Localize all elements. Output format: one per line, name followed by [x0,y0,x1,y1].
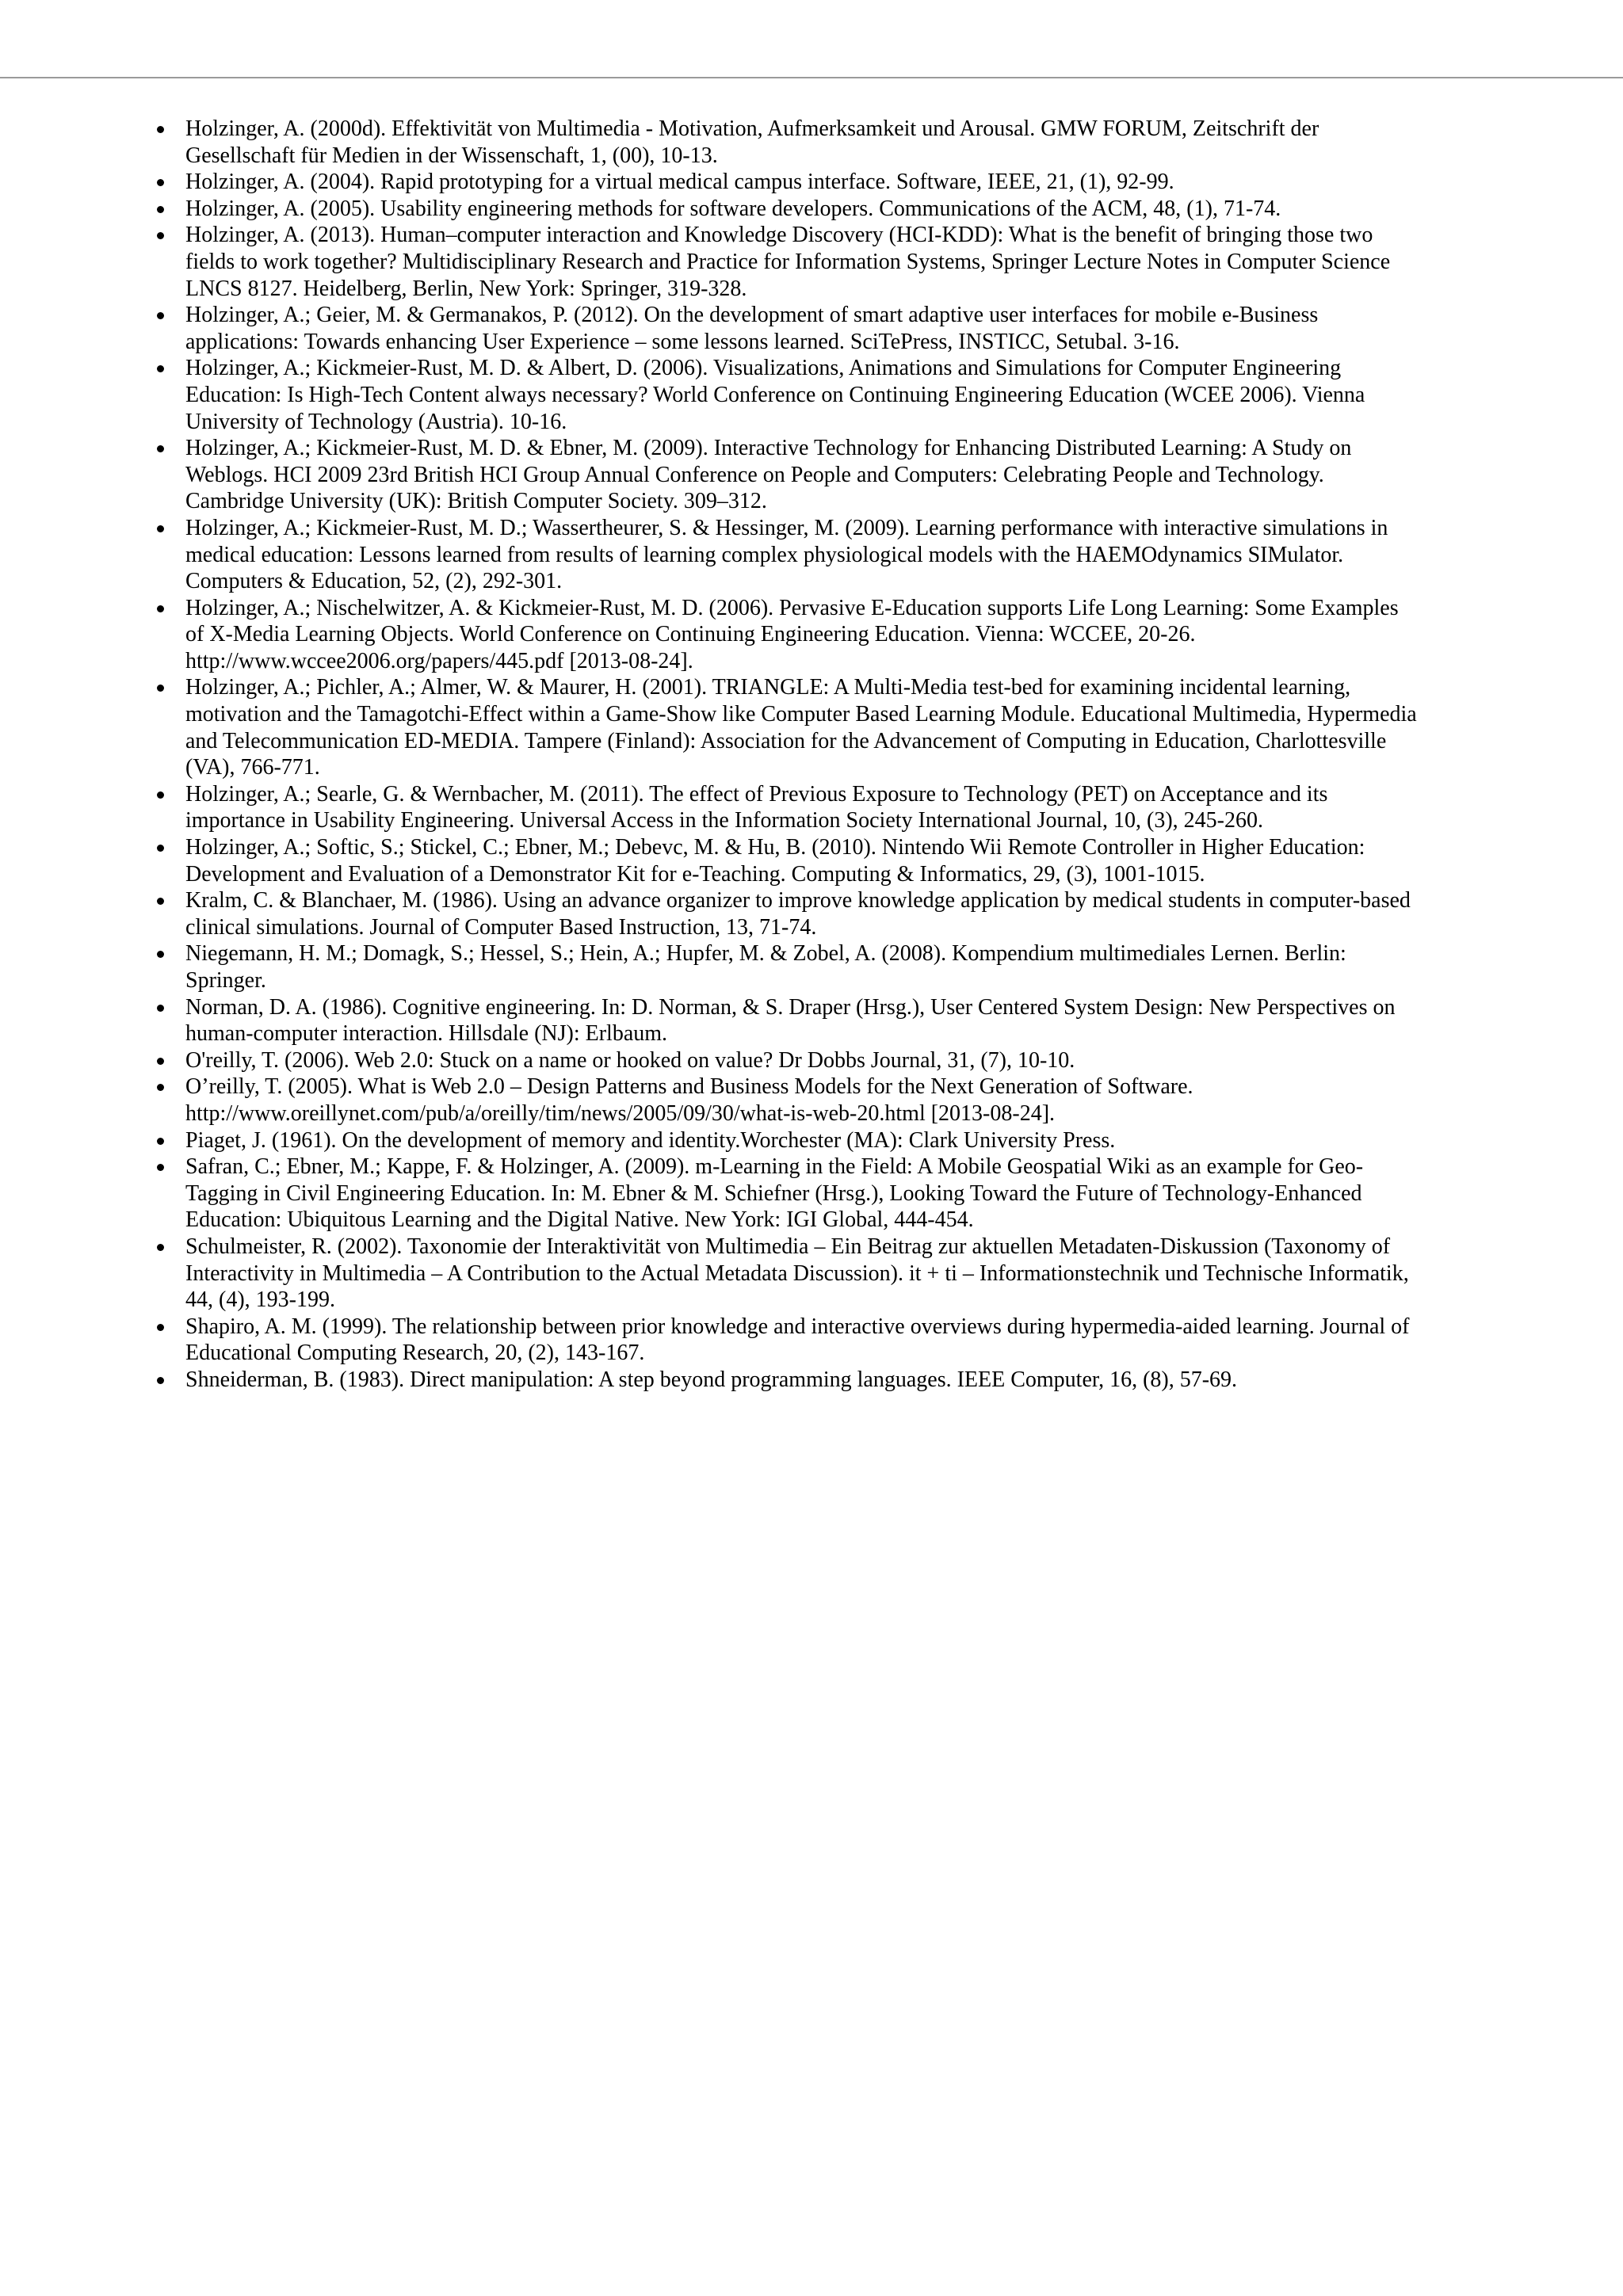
bullet-icon [157,1324,164,1331]
reference-text: Holzinger, A.; Pichler, A.; Almer, W. & Maurer, H. (2001). TRIANGLE: A Multi-Media test-bed for examining incidental learning, motivation and the Tamagotchi-Effect within a Game-Show like Computer Based Learning Module. Educational Multimedia, Hypermedia and Telecommunication ED-MEDIA. Tampere (Finland): Association for the Advancement of Computing in Education, Charlottesville (VA), 766-771. [185,675,1417,780]
reference-text: Holzinger, A.; Kickmeier-Rust, M. D.; Wassertheurer, S. & Hessinger, M. (2009). Learning performance with interactive simulations in medical education: Lessons learned from results of learning complex physiological models with the HAEMOdynamics SIMulator. Computers & Education, 52, (2), 292-301. [185,515,1388,594]
bullet-icon [157,365,164,372]
reference-text: Norman, D. A. (1986). Cognitive engineering. In: D. Norman, & S. Draper (Hrsg.), User Centered System Design: New Perspectives on human-computer interaction. Hillsdale (NJ): Erlbaum. [185,994,1396,1047]
reference-text: Schulmeister, R. (2002). Taxonomie der Interaktivität von Multimedia – Ein Beitrag zur aktuellen Metadaten-Diskussion (Taxonomy of Interactivity in Multimedia – A Contribution to the Actual Metadata Discussion). it + ti – Informationstechnik und Technische Informatik, 44, (4), 193-199. [185,1234,1409,1313]
reference-item [185,355,1422,435]
reference-text: Holzinger, A.; Geier, M. & Germanakos, P. (2012). On the development of smart adaptive user interfaces for mobile e-Business applications: Towards enhancing User Experience – some lessons learned. SciTePress, INSTICC, Setubal. 3-16. [185,303,1319,354]
bullet-icon [157,206,164,213]
bullet-icon [157,951,164,958]
reference-item [185,435,1422,515]
reference-text: Shneiderman, B. (1983). Direct manipulation: A step beyond programming languages. IEEE Computer, 16, (8), 57-69. [185,1367,1238,1392]
reference-item [185,1234,1422,1314]
reference-text: O’reilly, T. (2005). What is Web 2.0 – Design Patterns and Business Models for the Next Generation of Software. http://www.oreillynet.com/pub/a/oreilly/tim/news/2005/09/30/what-is-web-20.html [2013-08-24]. [185,1074,1193,1126]
reference-text: Holzinger, A.; Searle, G. & Wernbacher, M. (2011). The effect of Previous Exposure to Technology (PET) on Acceptance and its importance in Usability Engineering. Universal Access in the Information Society International Journal, 10, (3), 245-260. [185,781,1328,833]
reference-item [185,595,1422,675]
reference-item [185,1047,1422,1074]
reference-item [185,1154,1422,1234]
reference-item [185,515,1422,595]
reference-list [157,116,1422,1394]
reference-text: Shapiro, A. M. (1999). The relationship between prior knowledge and interactive overviews during hypermedia-aided learning. Journal of Educational Computing Research, 20, (2), 143-167. [185,1314,1410,1366]
reference-item [185,1314,1422,1367]
top-divider [0,77,1623,78]
bullet-icon [157,791,164,799]
reference-item [185,940,1422,994]
reference-item [185,1367,1422,1394]
reference-text: Holzinger, A.; Nischelwitzer, A. & Kickmeier-Rust, M. D. (2006). Pervasive E-Education supports Life Long Learning: Some Examples of X-Media Learning Objects. World Conference on Continuing Engineering Education. Vienna: WCCEE, 20-26. http://www.wccee2006.org/papers/445.pdf [2013-08-24]. [185,595,1399,673]
bullet-icon [157,1138,164,1145]
reference-item [185,887,1422,940]
reference-item [185,116,1422,169]
reference-text: Holzinger, A. (2005). Usability engineering methods for software developers. Communications of the ACM, 48, (1), 71-74. [185,196,1281,221]
reference-item [185,302,1422,355]
reference-item [185,196,1422,223]
bullet-icon [157,1164,164,1171]
reference-item [185,674,1422,780]
bullet-icon [157,1084,164,1091]
reference-item [185,169,1422,196]
reference-item [185,1074,1422,1127]
bullet-icon [157,179,164,186]
reference-text: Piaget, J. (1961). On the development of memory and identity.Worchester (MA): Clark University Press. [185,1127,1116,1153]
bullet-icon [157,1058,164,1065]
bullet-icon [157,1377,164,1384]
bullet-icon [157,1244,164,1251]
reference-item [185,994,1422,1047]
reference-text: Safran, C.; Ebner, M.; Kappe, F. & Holzinger, A. (2009). m-Learning in the Field: A Mobile Geospatial Wiki as an example for Geo-Tagging in Civil Engineering Education. In: M. Ebner & M. Schiefner (Hrsg.), Looking Toward the Future of Technology-Enhanced Education: Ubiquitous Learning and the Digital Native. New York: IGI Global, 444-454. [185,1154,1364,1233]
bullet-icon [157,685,164,692]
reference-text: Holzinger, A. (2000d). Effektivität von Multimedia - Motivation, Aufmerksamkeit und Arousal. GMW FORUM, Zeitschrift der Gesellschaft für Medien in der Wissenschaft, 1, (00), 10-13. [185,116,1319,168]
reference-text: Niegemann, H. M.; Domagk, S.; Hessel, S.; Hein, A.; Hupfer, M. & Zobel, A. (2008). Kompendium multimediales Lernen. Berlin: Springer. [185,941,1346,993]
reference-text: Kralm, C. & Blanchaer, M. (1986). Using an advance organizer to improve knowledge application by medical students in computer-based clinical simulations. Journal of Computer Based Instruction, 13, 71-74. [185,888,1411,940]
reference-item [185,222,1422,302]
bullet-icon [157,312,164,319]
reference-text: Holzinger, A. (2004). Rapid prototyping for a virtual medical campus interface. Software, IEEE, 21, (1), 92-99. [185,170,1174,195]
bullet-icon [157,898,164,905]
bullet-icon [157,1005,164,1012]
bullet-icon [157,445,164,452]
reference-text: Holzinger, A.; Kickmeier-Rust, M. D. & Albert, D. (2006). Visualizations, Animations and Simulations for Computer Engineering Education: Is High-Tech Content always necessary? World Conference on Continuing Engineering Education (WCEE 2006). Vienna University of Technology (Austria). 10-16. [185,356,1365,434]
bullet-icon [157,232,164,239]
reference-item [185,781,1422,834]
bullet-icon [157,605,164,612]
reference-item [185,834,1422,887]
bullet-icon [157,126,164,133]
reference-text: Holzinger, A. (2013). Human–computer interaction and Knowledge Discovery (HCI-KDD): What is the benefit of bringing those two fields to work together? Multidisciplinary Research and Practice for Information Systems, Springer Lecture Notes in Computer Science LNCS 8127. Heidelberg, Berlin, New York: Springer, 319-328. [185,223,1391,301]
reference-text: Holzinger, A.; Kickmeier-Rust, M. D. & Ebner, M. (2009). Interactive Technology for Enhancing Distributed Learning: A Study on Weblogs. HCI 2009 23rd British HCI Group Annual Conference on People and Computers: Celebrating People and Technology. Cambridge University (UK): British Computer Society. 309–312. [185,436,1352,514]
reference-text: Holzinger, A.; Softic, S.; Stickel, C.; Ebner, M.; Debevc, M. & Hu, B. (2010). Nintendo Wii Remote Controller in Higher Education: Development and Evaluation of a Demonstrator Kit for e-Teaching. Computing & Informatics, 29, (3), 1001-1015. [185,835,1365,887]
reference-item [185,1127,1422,1154]
bullet-icon [157,525,164,532]
reference-text: O'reilly, T. (2006). Web 2.0: Stuck on a name or hooked on value? Dr Dobbs Journal, 31, (7), 10-10. [185,1047,1075,1073]
bullet-icon [157,845,164,852]
